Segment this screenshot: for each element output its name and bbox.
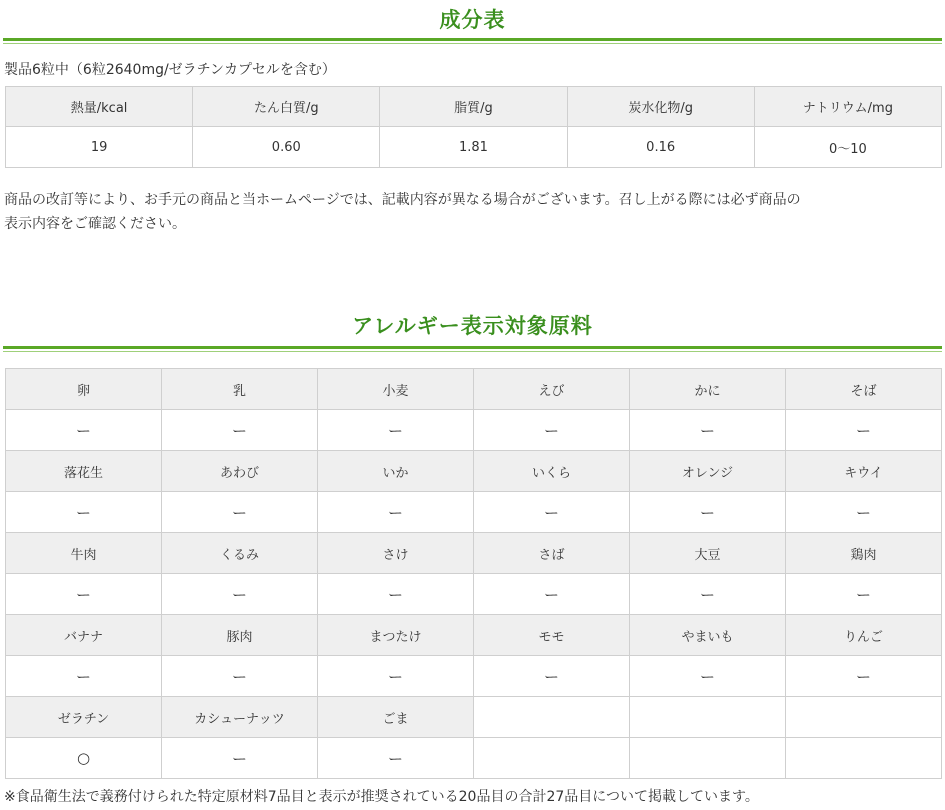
- allergen-name-row: [6, 697, 942, 738]
- allergen-name: 乳: [162, 369, 318, 410]
- nutrition-value-sodium: 0〜10: [754, 127, 941, 168]
- allergen-mark: ー: [474, 492, 630, 533]
- allergen-mark: ー: [318, 656, 474, 697]
- allergen-mark: ー: [6, 656, 162, 697]
- nutrition-header-row: [6, 87, 942, 127]
- nutrition-col-fat: 脂質/g: [380, 87, 567, 127]
- allergen-name: 鶏肉: [786, 533, 942, 574]
- allergen-name: あわび: [162, 451, 318, 492]
- allergen-mark-row: [6, 574, 942, 615]
- nutrition-col-sodium: ナトリウム/mg: [754, 87, 941, 127]
- nutrition-disclaimer: [4, 188, 801, 236]
- allergen-mark: ー: [162, 656, 318, 697]
- allergen-name-row: [6, 451, 942, 492]
- allergen-footnote: ※食品衛生法で義務付けられた特定原材料7品目と表示が推奨されている20品目の合計27品目について掲載しています。: [4, 789, 759, 805]
- allergen-mark: ー: [786, 656, 942, 697]
- nutrition-value-protein: 0.60: [193, 127, 380, 168]
- allergen-name: [630, 697, 786, 738]
- allergen-mark: ー: [6, 492, 162, 533]
- allergen-mark: ー: [474, 656, 630, 697]
- nutrition-title: 成分表: [439, 8, 506, 32]
- allergen-name: やまいも: [630, 615, 786, 656]
- allergen-mark: ー: [6, 410, 162, 451]
- allergen-name: さば: [474, 533, 630, 574]
- nutrition-value-fat: 1.81: [380, 127, 567, 168]
- nutrition-value-energy: 19: [6, 127, 193, 168]
- nutrition-col-protein: たん白質/g: [193, 87, 380, 127]
- allergen-name: 大豆: [630, 533, 786, 574]
- allergen-mark: ー: [630, 492, 786, 533]
- allergen-name: カシューナッツ: [162, 697, 318, 738]
- allergen-mark: [630, 738, 786, 779]
- allergen-mark: [786, 738, 942, 779]
- allergen-name: 卵: [6, 369, 162, 410]
- allergen-name-row: [6, 615, 942, 656]
- allergen-name: オレンジ: [630, 451, 786, 492]
- allergen-name: モモ: [474, 615, 630, 656]
- allergen-name-row: [6, 369, 942, 410]
- allergen-name: バナナ: [6, 615, 162, 656]
- allergen-name: 小麦: [318, 369, 474, 410]
- allergen-name: かに: [630, 369, 786, 410]
- allergen-mark: ー: [162, 738, 318, 779]
- allergen-name: 豚肉: [162, 615, 318, 656]
- allergen-name: えび: [474, 369, 630, 410]
- allergen-name-row: [6, 533, 942, 574]
- allergen-mark: [474, 738, 630, 779]
- allergen-mark: ー: [630, 410, 786, 451]
- allergen-mark: ○: [6, 738, 162, 779]
- allergen-mark: ー: [318, 738, 474, 779]
- allergen-name: 牛肉: [6, 533, 162, 574]
- nutrition-caption: 製品6粒中（6粒2640mg/ゼラチンカプセルを含む）: [4, 62, 336, 78]
- allergen-name: そば: [786, 369, 942, 410]
- allergen-mark: ー: [630, 574, 786, 615]
- allergen-mark-row: [6, 738, 942, 779]
- allergen-mark: ー: [6, 574, 162, 615]
- allergen-mark-row: [6, 410, 942, 451]
- allergen-name: まつたけ: [318, 615, 474, 656]
- allergen-mark: ー: [162, 410, 318, 451]
- nutrition-disclaimer-line2: 表示内容をご確認ください。: [4, 216, 186, 232]
- nutrition-value-carbs: 0.16: [567, 127, 754, 168]
- allergen-name: ゼラチン: [6, 697, 162, 738]
- allergen-mark: ー: [474, 410, 630, 451]
- allergen-mark: ー: [162, 574, 318, 615]
- allergen-table: [5, 368, 942, 779]
- allergen-mark: ー: [786, 492, 942, 533]
- allergen-title: アレルギー表示対象原料: [352, 314, 593, 338]
- nutrition-table: [5, 86, 942, 168]
- allergen-name: ごま: [318, 697, 474, 738]
- allergen-name: さけ: [318, 533, 474, 574]
- nutrition-title-rule: [3, 38, 942, 44]
- allergen-title-rule: [3, 346, 942, 352]
- nutrition-value-row: [6, 127, 942, 168]
- allergen-name: いくら: [474, 451, 630, 492]
- allergen-name: いか: [318, 451, 474, 492]
- allergen-name: りんご: [786, 615, 942, 656]
- allergen-name: キウイ: [786, 451, 942, 492]
- nutrition-col-energy: 熱量/kcal: [6, 87, 193, 127]
- nutrition-col-carbs: 炭水化物/g: [567, 87, 754, 127]
- allergen-mark-row: [6, 656, 942, 697]
- nutrition-disclaimer-line1: 商品の改訂等により、お手元の商品と当ホームページでは、記載内容が異なる場合がございます。召し上がる際には必ず商品の: [4, 192, 801, 208]
- allergen-mark: ー: [474, 574, 630, 615]
- allergen-mark: ー: [786, 410, 942, 451]
- allergen-name: くるみ: [162, 533, 318, 574]
- allergen-name: 落花生: [6, 451, 162, 492]
- allergen-mark: ー: [162, 492, 318, 533]
- allergen-mark-row: [6, 492, 942, 533]
- allergen-name: [786, 697, 942, 738]
- allergen-mark: ー: [630, 656, 786, 697]
- allergen-name: [474, 697, 630, 738]
- allergen-mark: ー: [786, 574, 942, 615]
- allergen-mark: ー: [318, 574, 474, 615]
- allergen-mark: ー: [318, 410, 474, 451]
- allergen-mark: ー: [318, 492, 474, 533]
